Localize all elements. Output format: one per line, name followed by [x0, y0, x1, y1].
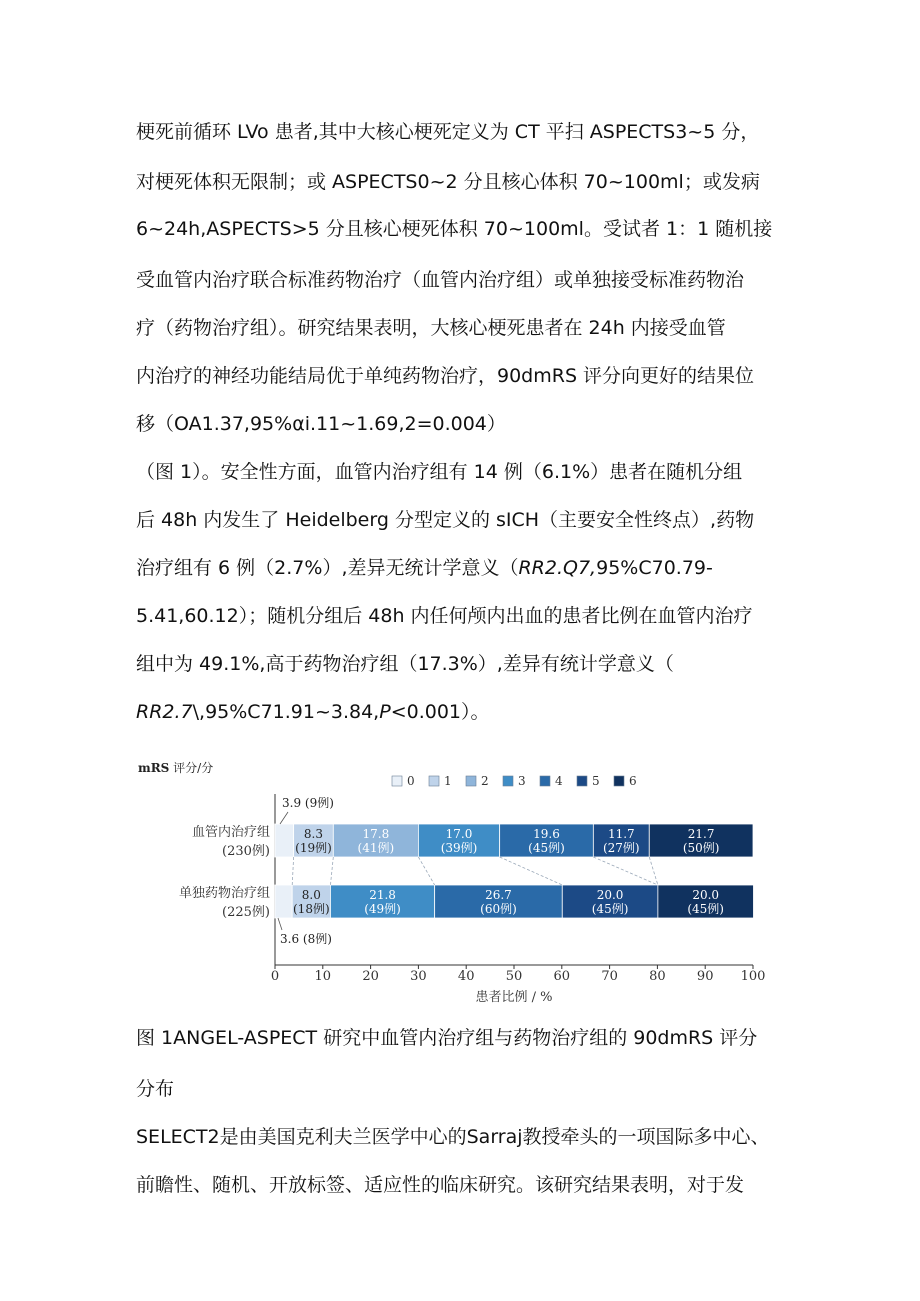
text-segment: \,95%C71.91~3.84,: [192, 701, 380, 723]
text-segment: <0.001）。: [390, 701, 490, 723]
body-text-line: 前瞻性、随机、开放标签、适应性的临床研究。该研究结果表明，对于发: [136, 1174, 745, 1196]
legend-label: 4: [555, 774, 563, 788]
stat-italic: RR2.7: [136, 701, 193, 723]
legend-swatch: [577, 776, 587, 786]
body-text-line: 受血管内治疗联合标准药物治疗（血管内治疗组）或单独接受标准药物治: [136, 269, 745, 291]
bar-value-label: 8.3: [303, 827, 324, 841]
body-text-line: 对梗死体积无限制；或 ASPECTS0~2 分且核心体积 70~100ml；或发病: [136, 171, 760, 193]
bar-value-label: 20.0: [692, 888, 720, 902]
bar-count-label: (18例): [293, 902, 330, 916]
x-tick-label: 70: [601, 969, 618, 984]
callout-label: 3.9 (9例): [282, 796, 334, 810]
legend-label: 2: [481, 774, 489, 788]
body-text-line: 6~24h,ASPECTS>5 分且核心梗死体积 70~100ml。受试者 1：1 随机接: [136, 218, 773, 240]
bar-segment: [275, 885, 292, 918]
x-tick-label: 10: [314, 969, 332, 984]
bar-count-label: (50例): [682, 841, 720, 855]
x-tick-label: 100: [740, 969, 766, 984]
x-tick-label: 80: [649, 969, 666, 984]
legend-label: 6: [629, 774, 637, 788]
bar-count-label: (27例): [602, 841, 640, 855]
connector-line: [593, 857, 658, 885]
bar-count-label: (49例): [364, 902, 401, 916]
legend-swatch: [466, 776, 476, 786]
bar-count-label: (45例): [687, 902, 724, 916]
bar-value-label: 20.0: [596, 888, 624, 902]
connector-line: [330, 857, 333, 885]
legend-label: 5: [592, 774, 600, 788]
body-text-line: 内治疗的神经功能结局优于单纯药物治疗，90dmRS 评分向更好的结果位: [136, 365, 755, 387]
bar-count-label: (19例): [295, 841, 332, 855]
bar-count-label: (45例): [528, 841, 565, 855]
connector-line: [649, 857, 658, 885]
body-text-line: 梗死前循环 LVo 患者,其中大核心梗死定义为 CT 平扫 ASPECTS3~5 分，: [136, 121, 760, 143]
mrs-stacked-bar-chart: [130, 758, 780, 1008]
x-axis-label: 患者比例 / %: [475, 990, 553, 1005]
chart-title-rest: 评分/分: [169, 761, 214, 775]
connector-line: [292, 857, 293, 885]
body-text-line: 后 48h 内发生了 Heidelberg 分型定义的 sICH（主要安全性终点）,药物: [136, 509, 755, 531]
body-text-line: [136, 556, 713, 580]
stat-italic: P: [379, 701, 391, 723]
body-text-line: SELECT2是由美国克利夫兰医学中心的Sarraj教授牵头的一项国际多中心、: [136, 1126, 770, 1148]
x-tick-label: 20: [362, 969, 379, 984]
callout-label: 3.6 (8例): [280, 932, 332, 946]
text-segment: 95%C70.79-: [596, 557, 713, 579]
bar-value-label: 19.6: [533, 827, 560, 841]
group-count-label: (225例): [222, 905, 270, 920]
body-text-line: 疗（药物治疗组）。研究结果表明，大核心梗死患者在 24h 内接受血管: [136, 317, 726, 339]
legend-swatch: [392, 776, 402, 786]
x-tick-label: 30: [410, 969, 427, 984]
bar-value-label: 26.7: [485, 888, 512, 902]
legend-swatch: [540, 776, 550, 786]
text-segment: 治疗组有 6 例（2.7%）,差异无统计学意义（: [136, 557, 519, 579]
x-tick-label: 0: [270, 969, 280, 984]
legend-swatch: [429, 776, 439, 786]
body-text-line: 组中为 49.1%,高于药物治疗组（17.3%）,差异有统计学意义（: [136, 653, 674, 675]
chart-title: [138, 760, 213, 775]
legend-label: 0: [407, 774, 415, 788]
bar-value-label: 21.7: [687, 827, 715, 841]
bar-value-label: 17.8: [362, 827, 390, 841]
legend-swatch: [503, 776, 513, 786]
callout-line: [278, 918, 282, 930]
body-text-line: （图 1）。安全性方面，血管内治疗组有 14 例（6.1%）患者在随机分组: [136, 461, 743, 483]
body-text-line: 移（OA1.37,95%αi.11~1.69,2=0.004）: [136, 413, 506, 435]
bar-value-label: 17.0: [445, 827, 473, 841]
bar-count-label: (39例): [440, 841, 478, 855]
group-count-label: (230例): [222, 844, 270, 859]
connector-line: [418, 857, 434, 885]
figure-caption: 分布: [136, 1078, 175, 1100]
legend-label: 1: [444, 774, 452, 788]
legend-label: 3: [518, 774, 526, 788]
bar-count-label: (45例): [591, 902, 629, 916]
bar-value-label: 11.7: [607, 827, 635, 841]
legend-swatch: [614, 776, 624, 786]
figure-caption: 图 1ANGEL-ASPECT 研究中血管内治疗组与药物治疗组的 90dmRS 评分: [136, 1027, 758, 1049]
bar-segment: [275, 824, 294, 857]
bar-value-label: 21.8: [369, 888, 396, 902]
stat-italic: RR2.Q7,: [518, 557, 597, 579]
body-text-line: [136, 700, 490, 724]
connector-line: [500, 857, 563, 885]
x-tick-label: 50: [505, 969, 523, 984]
callout-line: [280, 812, 288, 824]
x-tick-label: 60: [553, 969, 571, 984]
body-text-line: 5.41,60.12）；随机分组后 48h 内任何颅内出血的患者比例在血管内治疗: [136, 605, 753, 627]
bar-count-label: (60例): [480, 902, 517, 916]
group-label: 单独药物治疗组: [178, 886, 270, 901]
bar-value-label: 8.0: [301, 888, 321, 902]
x-tick-label: 40: [457, 969, 475, 984]
x-tick-label: 90: [696, 969, 714, 984]
bar-count-label: (41例): [357, 841, 395, 855]
chart-title-bold: mRS: [138, 761, 170, 775]
group-label: 血管内治疗组: [191, 825, 270, 840]
